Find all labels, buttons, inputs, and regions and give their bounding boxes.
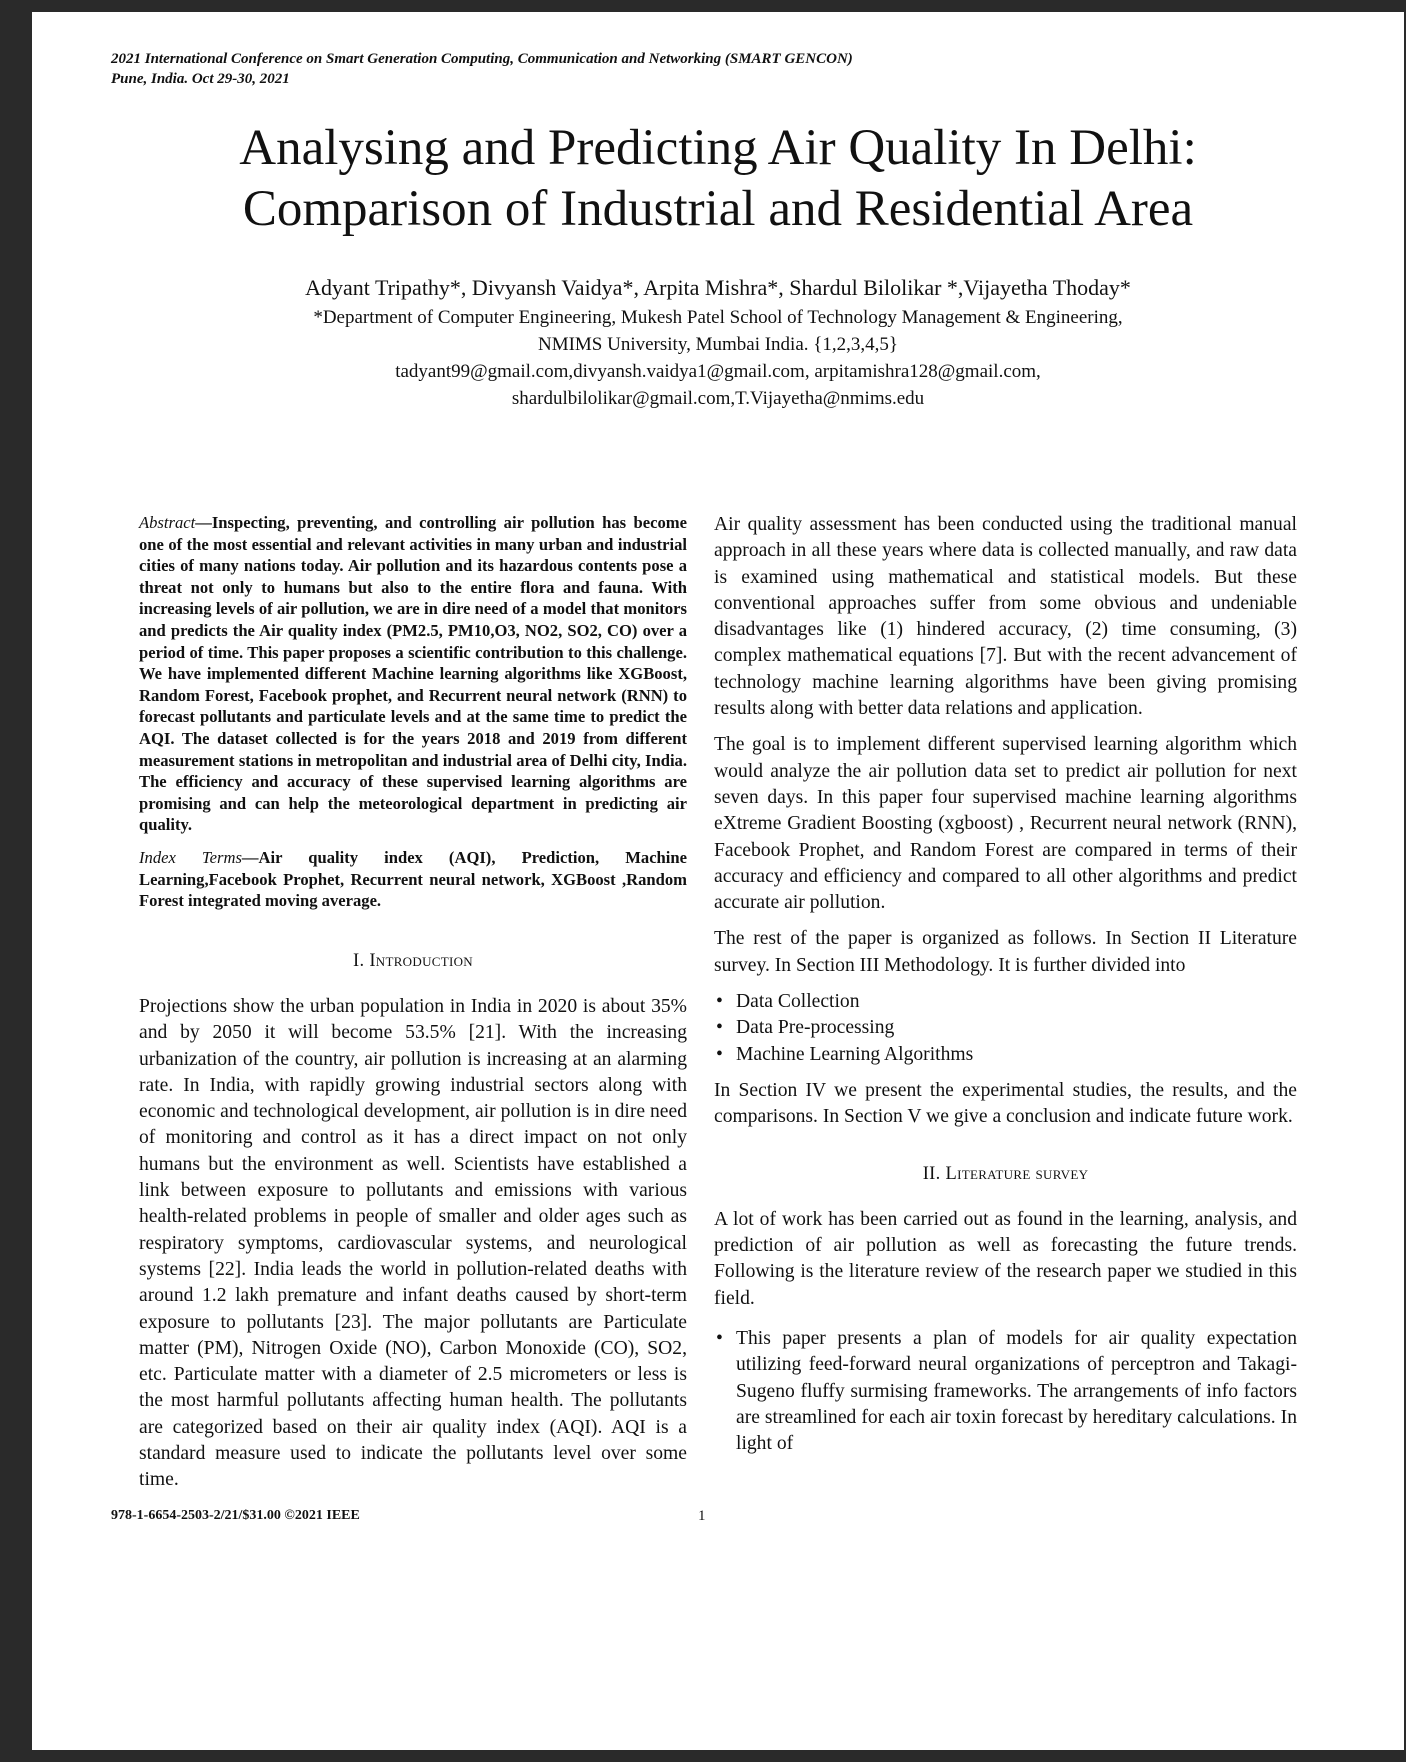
paper-page [32,12,1404,1750]
literature-paragraph-1: A lot of work has been carried out as found in the learning, analysis, and prediction of air pollution as well as forecasting the future trends. Following is the literature review of the research paper we studied in this field. [714,1208,1297,1309]
left-column [139,512,687,1504]
author-list: Adyant Tripathy*, Divyansh Vaidya*, Arpita Mishra*, Shardul Bilolikar *,Vijayetha Thoday* [305,275,1131,300]
index-terms [139,847,687,912]
intro-paragraph-2: Air quality assessment has been conducted using the traditional manual approach in all these years where data is collected manually, and raw data is examined using mathematical and statistical models. But these conventional approaches suffer from some obvious and undeniable disadvantages like (1) hindered accuracy, (2) time consuming, (3) complex mathematical equations [7]. But with the recent advancement of technology machine learning algorithms have been giving promising results along with better data relations and application. [714,514,1297,720]
list-item: • Data Collection [714,989,1297,1015]
abstract [139,512,687,836]
right-column [714,512,1297,1458]
page-number: 1 [698,1508,706,1524]
title-line-1: Analysing and Predicting Air Quality In Delhi: [239,120,1197,176]
list-item: • Data Pre-processing [714,1015,1297,1041]
paper-title [32,118,1404,240]
intro-paragraph-5: In Section IV we present the experimental studies, the results, and the comparisons. In Section V we give a conclusion and indicate future work. [714,1079,1297,1128]
list-item: • This paper presents a plan of models for air quality expectation utilizing feed-forward neural organizations of perceptron and Takagi-Sugeno fluffy surmising frameworks. The arrangements of info factors are streamlined for each air toxin forecast by hereditary calculations. In light of [714,1326,1297,1457]
list-item: • Machine Learning Algorithms [714,1042,1297,1068]
copyright-footer: 978-1-6654-2503-2/21/$31.00 ©2021 IEEE [111,1508,360,1523]
intro-paragraph-4: The rest of the paper is organized as follows. In Section II Literature survey. In Section III Methodology. It is further divided into [714,928,1297,976]
section-outline-list [714,989,1297,1068]
affiliation-line-2: NMIMS University, Mumbai India. {1,2,3,4,5} [537,334,899,355]
literature-list [714,1326,1297,1457]
conference-location: Pune, India. Oct 29-30, 2021 [111,71,290,87]
index-terms-label: Index Terms [139,847,242,867]
email-line-2: shardulbilolikar@gmail.com,T.Vijayetha@nmims.edu [511,388,925,409]
abstract-label: Abstract [139,513,196,532]
section-heading-literature-survey: II. Literature survey [922,1163,1089,1184]
abstract-text: —Inspecting, preventing, and controlling air pollution has become one of the most essential and relevant activities in many urban and industrial cities of many nations today. Air pollution and its hazardous contents pose a threat not only to humans but also to the entire flora and fauna. With increasing levels of air pollution, we are in dire need of a model that monitors and predicts the Air quality index (PM2.5, PM10,O3, NO2, SO2, CO) over a period of time. This paper proposes a scientific contribution to this challenge. We have implemented different Machine learning algorithms like XGBoost, Random Forest, Facebook prophet, and Recurrent neural network (RNN) to forecast pollutants and particulate levels and at the same time to predict the AQI. The dataset collected is for the years 2018 and 2019 from different measurement stations in metropolitan and industrial area of Delhi city, India. The efficiency and accuracy of these supervised learning algorithms are promising and can help the meteorological department in predicting air quality. [139,513,687,835]
conference-name: 2021 International Conference on Smart Generation Computing, Communication and Networking (SMART GENCON) [111,51,853,67]
intro-paragraph-1: Projections show the urban population in India in 2020 is about 35% and by 2050 it will become 53.5% [21]. With the increasing urbanization of the country, air pollution is increasing at an alarming rate. In India, with rapidly growing industrial sectors along with economic and technological development, air pollution is in dire need of monitoring and control as it has a direct impact on not only humans but the environment as well. Scientists have established a link between exposure to pollutants and emissions with various health-related problems in people of smaller and older ages such as respiratory symptoms, cardiovascular systems, and neurological systems [22]. India leads the world in pollution-related deaths with around 1.2 lakh premature and infant deaths caused by short-term exposure to pollutants [23]. The major pollutants are Particulate matter (PM), Nitrogen Oxide (NO), Carbon Monoxide (CO), SO2, etc. Particulate matter with a diameter of 2.5 micrometers or less is the most harmful pollutants affecting human health. The pollutants are categorized based on their air quality index (AQI). AQI is a standard measure used to indicate the pollutants level over some time. [139,995,687,1491]
title-line-2: Comparison of Industrial and Residential Area [242,181,1194,237]
section-heading-introduction: I. Introduction [353,950,473,971]
conference-header [111,49,853,89]
index-terms-text: —Air quality index (AQI), Prediction, Machine Learning,Facebook Prophet, Recurrent neural network, XGBoost ,Random Forest integrated moving average. [139,847,687,911]
intro-paragraph-3: The goal is to implement different supervised learning algorithm which would analyze the air pollution data set to predict air pollution for next seven days. In this paper four supervised machine learning algorithms eXtreme Gradient Boosting (xgboost) , Recurrent neural network (RNN), Facebook Prophet, and Random Forest are compared in terms of their accuracy and efficiency and compared to all other algorithms and predict accurate air pollution. [714,734,1297,914]
affiliation-line-1: *Department of Computer Engineering, Mukesh Patel School of Technology Management & Engineering, [313,307,1123,328]
email-line-1: tadyant99@gmail.com,divyansh.vaidya1@gmail.com, arpitamishra128@gmail.com, [395,361,1041,382]
affiliation-block [32,304,1404,412]
